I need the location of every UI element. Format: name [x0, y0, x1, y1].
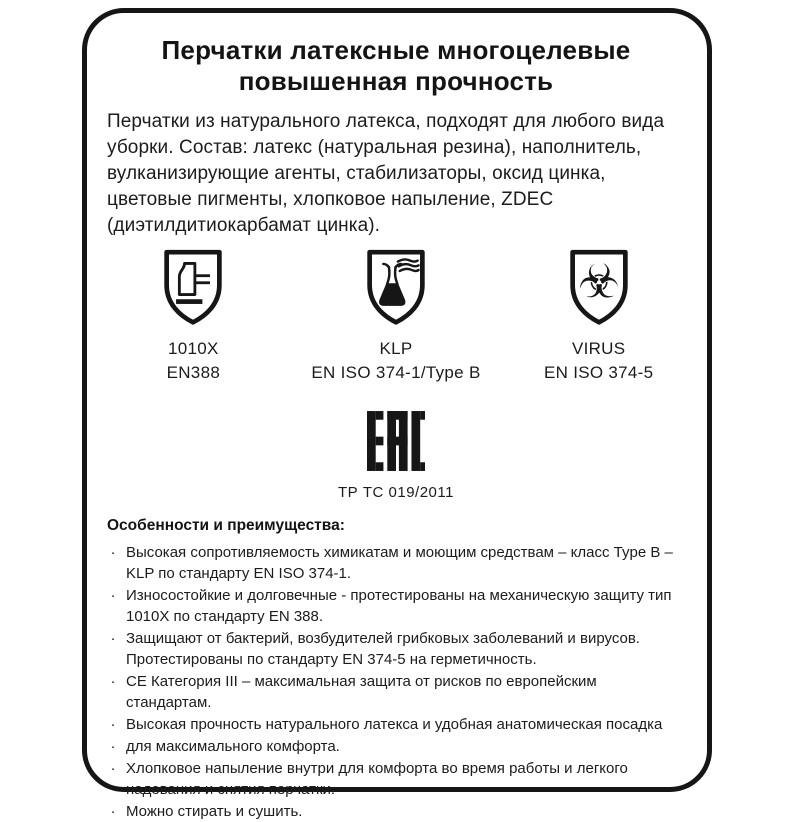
- certification-icons-row: [103, 247, 689, 385]
- eac-certification-block: [103, 411, 689, 501]
- biohazard-shield-icon: [567, 247, 631, 327]
- product-description: Перчатки из натурального латекса, подходят для любого вида уборки. Состав: латекс (натуральная резина), наполнитель, вулканизирующие агенты, стабилизаторы, оксид цинка, цветовые пигменты, хлопковое напыление, ZDEC (диэтилдитиокарбамат цинка).: [107, 111, 665, 236]
- feature-text: CE Категория III – максимальная защита от рисков по европейским стандартам.: [126, 673, 597, 711]
- label-frame: [82, 8, 712, 820]
- feature-text: Защищают от бактерий, возбудителей грибковых заболеваний и вирусов. Протестированы по стандарту EN 374-5 на герметичность.: [126, 630, 640, 668]
- list-item: [109, 758, 683, 800]
- bullet-dot: ·: [110, 716, 116, 733]
- certification-chemical: [306, 247, 487, 385]
- bullet-dot: ·: [110, 544, 116, 561]
- cert-standard: EN388: [166, 363, 221, 382]
- biohazard-glyph: ☣: [577, 254, 620, 310]
- page-title: [103, 35, 689, 97]
- chemical-hazard-shield-icon: [364, 247, 428, 327]
- feature-text: Хлопковое напыление внутри для комфорта во время работы и легкого надевания и снятия перчатки.: [126, 760, 628, 798]
- features-heading: Особенности и преимущества:: [107, 517, 345, 534]
- features-section: [103, 517, 689, 822]
- cert-code: KLP: [379, 339, 413, 358]
- cert-code: VIRUS: [571, 339, 626, 358]
- mechanical-hazard-shield-icon: [161, 247, 225, 327]
- certification-biohazard: [508, 247, 689, 385]
- feature-text: для максимального комфорта.: [126, 738, 340, 755]
- list-item: [109, 628, 683, 670]
- feature-text: Высокая сопротивляемость химикатам и моющим средствам – класс Type B – KLP по стандарту EN ISO 374-1.: [126, 544, 673, 582]
- list-item: [109, 671, 683, 713]
- feature-text: Высокая прочность натурального латекса и удобная анатомическая посадка: [126, 716, 663, 733]
- bullet-dot: ·: [110, 673, 116, 690]
- cert-code: 1010X: [168, 339, 219, 358]
- bullet-dot: ·: [110, 803, 116, 820]
- bullet-dot: ·: [110, 587, 116, 604]
- cert-label-biohazard: [544, 337, 653, 385]
- list-item: [109, 714, 683, 735]
- cert-standard: EN ISO 374-5: [543, 363, 654, 382]
- title-line-1: Перчатки латексные многоцелевые: [161, 35, 631, 65]
- list-item: [109, 542, 683, 584]
- title-line-2: повышенная прочность: [238, 66, 554, 96]
- cert-standard: EN ISO 374-1/Type B: [311, 363, 481, 382]
- bullet-dot: ·: [110, 630, 116, 647]
- list-item: [109, 585, 683, 627]
- bullet-dot: ·: [110, 760, 116, 777]
- certification-mechanical: [103, 247, 284, 385]
- feature-text: Можно стирать и сушить.: [126, 803, 303, 820]
- eac-regulation-text: ТР ТС 019/2011: [338, 484, 454, 501]
- eac-mark-icon: [367, 411, 425, 476]
- cert-label-chemical: [311, 337, 480, 385]
- list-item: [109, 736, 683, 757]
- feature-text: Износостойкие и долговечные - протестированы на механическую защиту тип 1010X по стандарту EN 388.: [126, 587, 672, 625]
- list-item: [109, 801, 683, 822]
- bullet-dot: ·: [110, 738, 116, 755]
- cert-label-mechanical: [167, 337, 220, 385]
